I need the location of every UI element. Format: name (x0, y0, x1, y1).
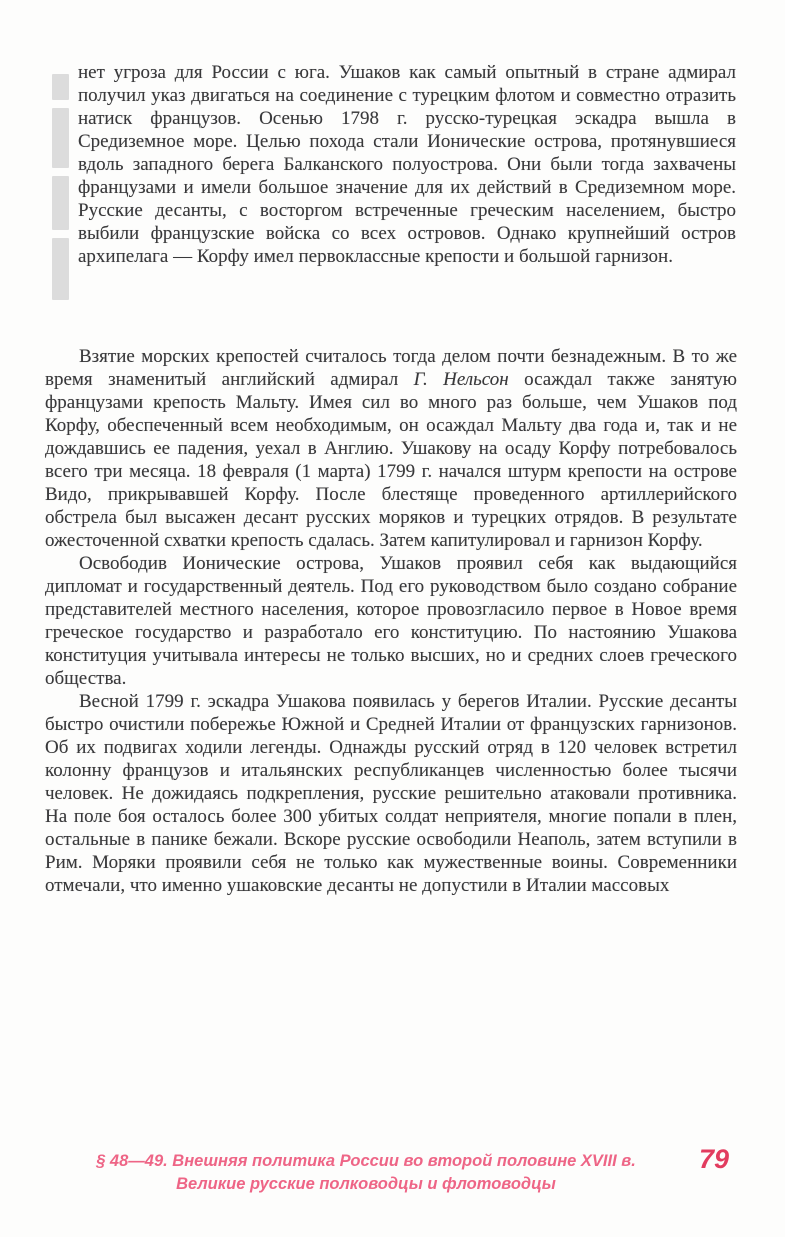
paragraph-siege-of-corfu (45, 345, 737, 552)
paragraph-italy-campaign: Весной 1799 г. эскадра Ушакова появилась у берегов Италии. Русские десанты быстро очистили побережье Южной и Средней Италии от французских гарнизонов. Об их подвигах ходили легенды. Однажды русский отряд в 120 человек встретил колонну французов и итальянских республиканцев численностью более тысячи человек. Не дожидаясь подкрепления, русские решительно атаковали противника. На поле боя осталось более 300 убитых солдат неприятеля, многие попали в плен, остальные в панике бежали. Вскоре русские освободили Неаполь, затем вступили в Рим. Моряки проявили себя не только как мужественные воины. Современники отмечали, что именно ушаковские десанты не допустили в Италии массовых (45, 691, 737, 896)
inset-marker-segment (52, 176, 69, 230)
inset-marker-segment (52, 238, 69, 300)
paragraph-ionian-islands: Освободив Ионические острова, Ушаков проявил себя как выдающийся дипломат и государственный деятель. Под его руководством было создано собрание представителей местного населения, которое провозгласило первое в Новое время греческое государство и разработало его конституцию. По настоянию Ушакова конституция учитывала интересы не только высших, но и средних слоев греческого общества. (45, 553, 737, 689)
chapter-footer-caption (60, 1150, 672, 1196)
inset-reading-paragraph: нет угроза для России с юга. Ушаков как самый опытный в стране адмирал получил указ двигаться на соединение с турецким флотом и совместно отразить натиск французов. Осенью 1798 г. русско-турецкая эскадра вышла в Средиземное море. Целью похода стали Ионические острова, протянувшиеся вдоль западного берега Балканского полуострова. Они были тогда захвачены французами и имели большое значение для их действий в Средиземном море. Русские десанты, с восторгом встреченные греческим населением, быстро выбили французские войска со всех островов. Однако крупнейший остров архипелага — Корфу имел первоклассные крепости и большой гарнизон. (78, 62, 736, 267)
main-text-column (45, 345, 737, 897)
page-number: 79 (698, 1144, 729, 1174)
paragraph-text: Взятие морских крепостей считалось тогда делом почти безнадежным. В то же время знаменитый английский адмирал (45, 346, 737, 390)
footer-line-2: Великие русские полководцы и флотоводцы (176, 1175, 556, 1193)
inset-marker-bar (52, 74, 69, 300)
nelson-italic-name: Г. Нельсон (413, 369, 509, 390)
paragraph-text: осаждал также занятую французами крепость Мальту. Имея сил во много раз больше, чем Ушаков под Корфу, обеспеченный всем необходимым, он осаждал Мальту два года и, так и не дождавшись ее падения, уехал в Англию. Ушакову на осаду Корфу потребовалось всего три месяца. 18 февраля (1 марта) 1799 г. начался штурм крепости на острове Видо, прикрывавшей Корфу. После блестяще проведенного артиллерийского обстрела был высажен десант русских моряков и турецких отрядов. В результате ожесточенной схватки крепость сдалась. Затем капитулировал и гарнизон Корфу. (45, 369, 737, 551)
inset-marker-segment (52, 74, 69, 100)
footer-line-1: § 48—49. Внешняя политика России во второй половине XVIII в. (96, 1152, 636, 1170)
inset-marker-segment (52, 108, 69, 168)
